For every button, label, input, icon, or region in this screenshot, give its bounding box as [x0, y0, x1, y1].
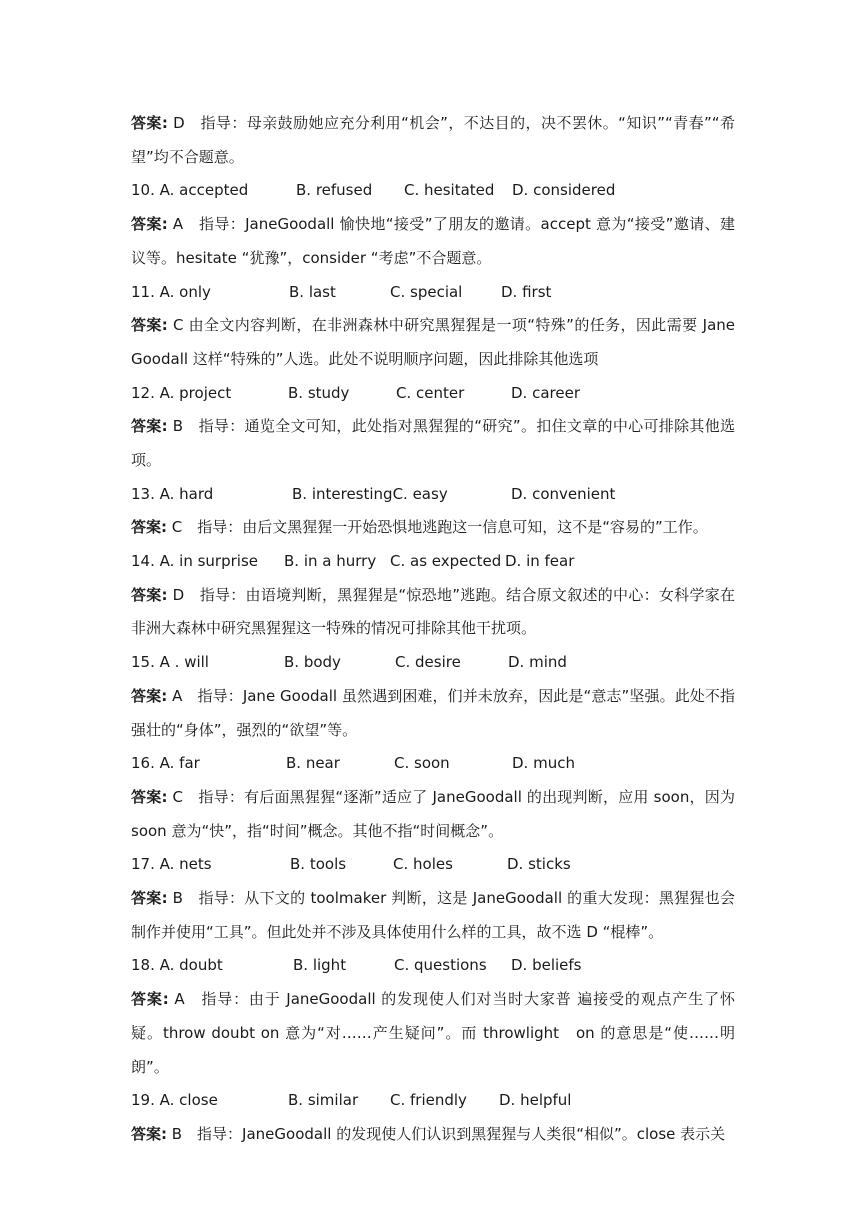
- question-line: [131, 848, 735, 882]
- answer-explanation: C 指导：有后面黑猩猩“逐渐”适应了 JaneGoodall 的出现判断，应用 soon，因为 soon 意为“快”，指“时间”概念。其他不指“时间概念”。: [131, 787, 735, 840]
- option-a: 14. A. in surprise: [131, 552, 258, 571]
- option: D. first: [501, 282, 552, 301]
- option: C. holes: [393, 855, 453, 874]
- option: B. light: [293, 956, 347, 975]
- option: B. refused: [296, 181, 373, 200]
- option: C. special: [390, 282, 463, 301]
- answer-explanation: B 指导：从下文的 toolmaker 判断，这是 JaneGoodall 的重大发现：黑猩猩也会制作并使用“工具”。但此处并不涉及具体使用什么样的工具，故不选 D “棍棒”。: [131, 889, 735, 941]
- answer-explanation: A 指导：Jane Goodall 虽然遇到困难，们并未放弃，因此是“意志”坚强。此处不指强壮的“身体”，强烈的“欲望”等。: [131, 686, 735, 739]
- answer-explanation: C 由全文内容判断，在非洲森林中研究黑猩猩是一项“特殊”的任务，因此需要 Jane Goodall 这样“特殊的”人选。此处不说明顺序问题，因此排除其他选项: [131, 316, 735, 368]
- question-line: [131, 949, 735, 983]
- answer-label: 答案:: [131, 990, 169, 1009]
- option: B. near: [286, 754, 340, 773]
- answer-label: 答案:: [131, 316, 168, 335]
- question-line: [131, 377, 735, 411]
- option-a: 18. A. doubt: [131, 956, 223, 975]
- option: D. mind: [508, 653, 567, 672]
- answer-explanation: D 指导：由语境判断，黑猩猩是“惊恐地”逃跑。结合原文叙述的中心：女科学家在非洲大森林中研究黑猩猩这一特殊的情况可排除其他干扰项。: [131, 585, 735, 638]
- answer-line: [131, 983, 735, 1084]
- question-line: [131, 174, 735, 208]
- option: C. hesitated: [404, 181, 495, 200]
- question-line: [131, 478, 735, 512]
- question-line: [131, 1084, 735, 1118]
- document-page: [131, 107, 735, 1152]
- option-a: 15. A . will: [131, 653, 209, 672]
- answer-label: 答案:: [131, 1124, 167, 1143]
- option: B. body: [284, 653, 341, 672]
- answer-explanation: C 指导：由后文黑猩猩一开始恐惧地逃跑这一信息可知，这不是“容易的”工作。: [167, 518, 708, 537]
- answer-explanation: B 指导：JaneGoodall 的发现使人们认识到黑猩猩与人类很“相似”。close 表示关: [167, 1124, 726, 1143]
- option-a: 10. A. accepted: [131, 181, 249, 200]
- answer-line: [131, 680, 735, 747]
- answer-line: [131, 579, 735, 646]
- option: D. in fear: [505, 552, 575, 571]
- option-a: 17. A. nets: [131, 855, 212, 874]
- option: D. much: [512, 754, 575, 773]
- option: C. soon: [394, 754, 450, 773]
- option: C. desire: [395, 653, 461, 672]
- answer-label: 答案:: [131, 518, 167, 537]
- option: B. last: [289, 282, 336, 301]
- option: C. as expected: [390, 552, 502, 571]
- answer-label: 答案:: [131, 686, 168, 705]
- answer-line: [131, 781, 735, 848]
- question-line: [131, 545, 735, 579]
- question-line: [131, 646, 735, 680]
- option-a: 19. A. close: [131, 1091, 218, 1110]
- answer-explanation: A 指导：由于 JaneGoodall 的发现使人们对当时大家普 遍接受的观点产生了怀疑。throw doubt on 意为“对……产生疑问”。而 throwlight on 的意思是“使……明朗”。: [131, 990, 736, 1076]
- option: B. tools: [290, 855, 347, 874]
- option: C. center: [396, 383, 465, 402]
- answer-line: [131, 107, 735, 174]
- answer-label: 答案:: [131, 215, 168, 234]
- answer-label: 答案:: [131, 417, 168, 436]
- answer-line: [131, 1118, 735, 1152]
- option: C. friendly: [390, 1091, 467, 1110]
- answer-line: [131, 882, 735, 949]
- option: B. study: [288, 383, 350, 402]
- answer-label: 答案:: [131, 889, 168, 908]
- answer-line: [131, 511, 735, 545]
- answer-line: [131, 410, 735, 477]
- option-a: 16. A. far: [131, 754, 200, 773]
- option: C. questions: [394, 956, 487, 975]
- option: D. career: [511, 383, 580, 402]
- option: B. in a hurry: [284, 552, 377, 571]
- option: B. interestingC. easy: [292, 484, 448, 503]
- option: D. sticks: [507, 855, 571, 874]
- answer-label: 答案:: [131, 585, 168, 604]
- option: D. beliefs: [511, 956, 582, 975]
- option: D. considered: [512, 181, 616, 200]
- answer-line: [131, 208, 735, 275]
- answer-explanation: B 指导：通览全文可知，此处指对黑猩猩的“研究”。扣住文章的中心可排除其他选项。: [131, 417, 736, 469]
- question-line: [131, 276, 735, 310]
- option-a: 13. A. hard: [131, 484, 214, 503]
- answer-line: [131, 309, 735, 376]
- option-a: 11. A. only: [131, 282, 211, 301]
- answer-explanation: A 指导：JaneGoodall 愉快地“接受”了朋友的邀请。accept 意为“接受”邀请、建议等。hesitate “犹豫”，consider “考虑”不合题意。: [131, 215, 735, 267]
- question-line: [131, 747, 735, 781]
- answer-label: 答案:: [131, 114, 168, 132]
- option-a: 12. A. project: [131, 383, 232, 402]
- answer-explanation: D 指导：母亲鼓励她应充分利用“机会”，不达目的，决不罢休。“知识”“青春”“希望”均不合题意。: [131, 114, 736, 166]
- answer-label: 答案:: [131, 787, 168, 806]
- option: D. helpful: [499, 1091, 572, 1110]
- option: B. similar: [288, 1091, 359, 1110]
- option: D. convenient: [511, 484, 616, 503]
